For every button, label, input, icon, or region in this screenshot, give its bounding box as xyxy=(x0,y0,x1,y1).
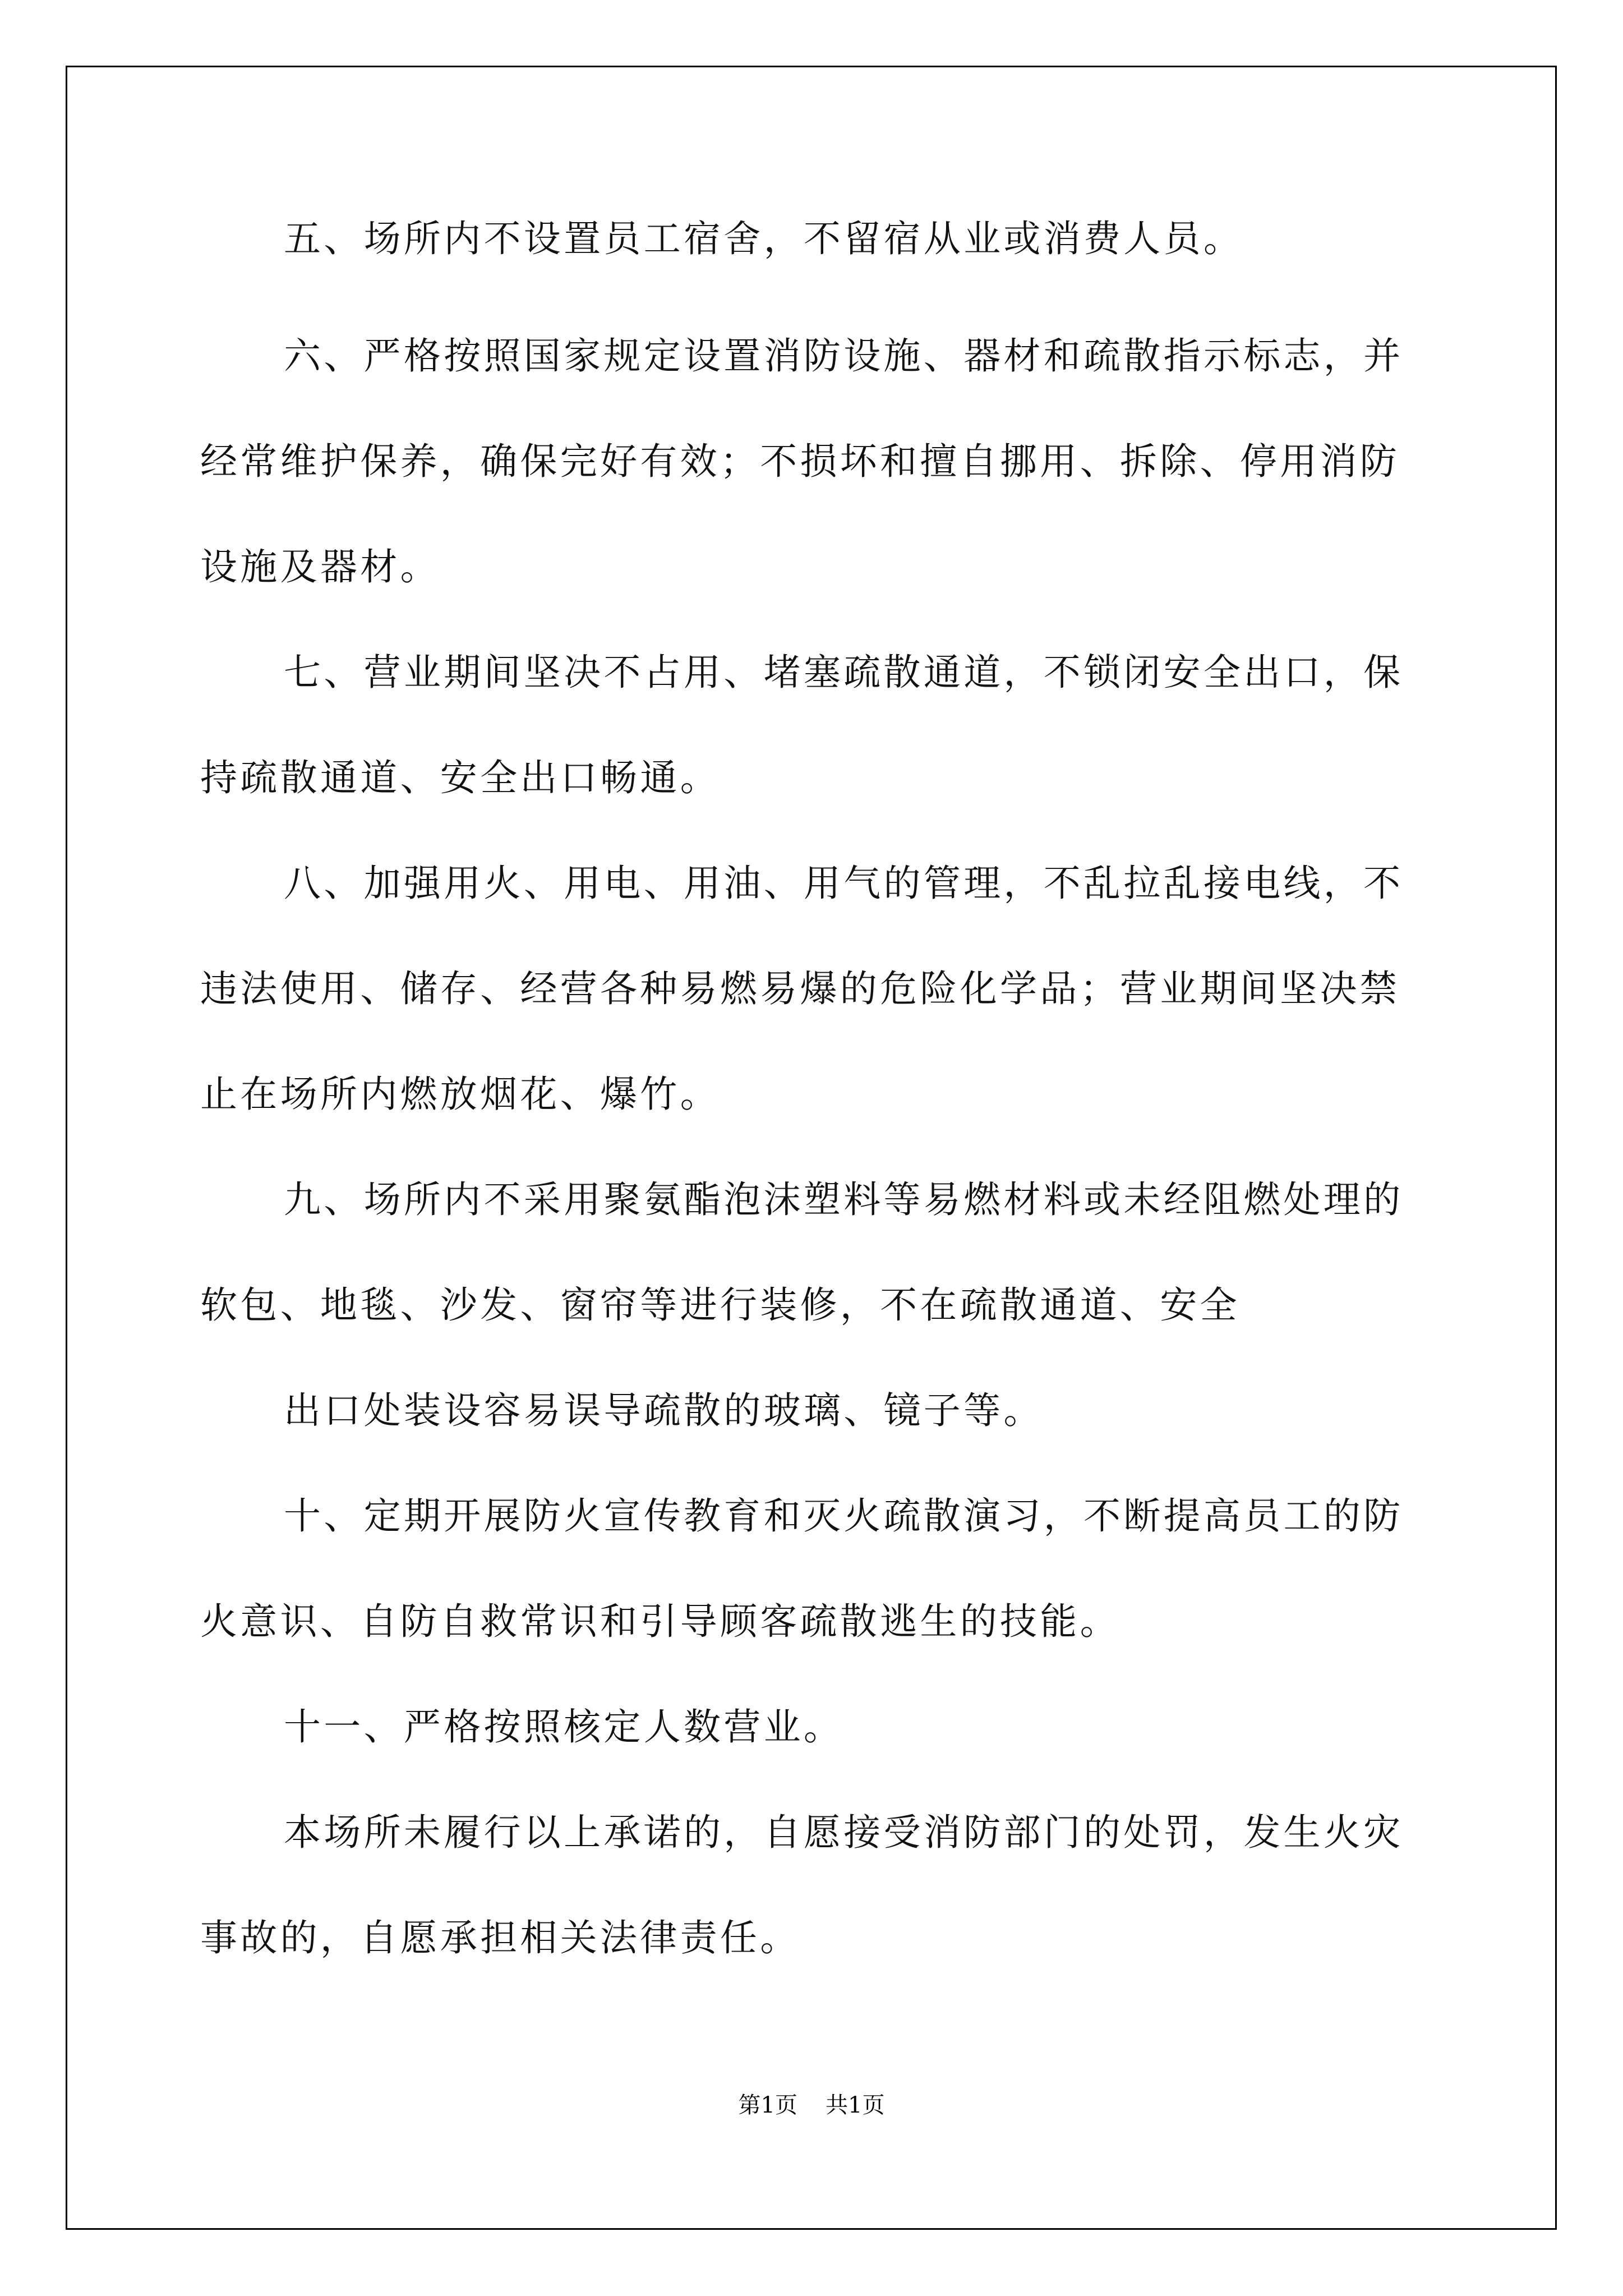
paragraph-line: 违法使用、储存、经营各种易燃易爆的危险化学品；营业期间坚决禁 xyxy=(200,967,1400,1010)
paragraph-line: 事故的，自愿承担相关法律责任。 xyxy=(200,1916,800,1959)
paragraph-line: 十一、严格按照核定人数营业。 xyxy=(284,1705,844,1749)
paragraph-line: 软包、地毯、沙发、窗帘等进行装修，不在疏散通道、安全 xyxy=(200,1283,1240,1327)
page-number: 第1页 xyxy=(738,2092,797,2118)
paragraph-line: 八、加强用火、用电、用油、用气的管理，不乱拉乱接电线，不 xyxy=(284,862,1404,905)
page-total: 共1页 xyxy=(826,2092,885,2118)
paragraph-line: 五、场所内不设置员工宿舍，不留宿从业或消费人员。 xyxy=(284,217,1244,260)
paragraph-line: 六、严格按照国家规定设置消防设施、器材和疏散指示标志，并 xyxy=(284,334,1404,378)
paragraph-line: 出口处装设容易误导疏散的玻璃、镜子等。 xyxy=(284,1389,1044,1432)
paragraph-line: 止在场所内燃放烟花、爆竹。 xyxy=(200,1073,720,1116)
paragraph-line: 设施及器材。 xyxy=(200,545,440,588)
paragraph-line: 经常维护保养，确保完好有效；不损坏和擅自挪用、拆除、停用消防 xyxy=(200,440,1400,483)
page-footer xyxy=(0,2094,1623,2116)
paragraph-line: 十、定期开展防火宣传教育和灭火疏散演习，不断提高员工的防 xyxy=(284,1494,1404,1538)
paragraph-line: 九、场所内不采用聚氨酯泡沫塑料等易燃材料或未经阻燃处理的 xyxy=(284,1178,1404,1221)
paragraph-line: 火意识、自防自救常识和引导顾客疏散逃生的技能。 xyxy=(200,1600,1120,1643)
paragraph-line: 持疏散通道、安全出口畅通。 xyxy=(200,756,720,799)
paragraph-line: 本场所未履行以上承诺的，自愿接受消防部门的处罚，发生火灾 xyxy=(284,1811,1404,1854)
paragraph-line: 七、营业期间坚决不占用、堵塞疏散通道，不锁闭安全出口，保 xyxy=(284,651,1404,694)
page-border xyxy=(66,66,1557,2230)
